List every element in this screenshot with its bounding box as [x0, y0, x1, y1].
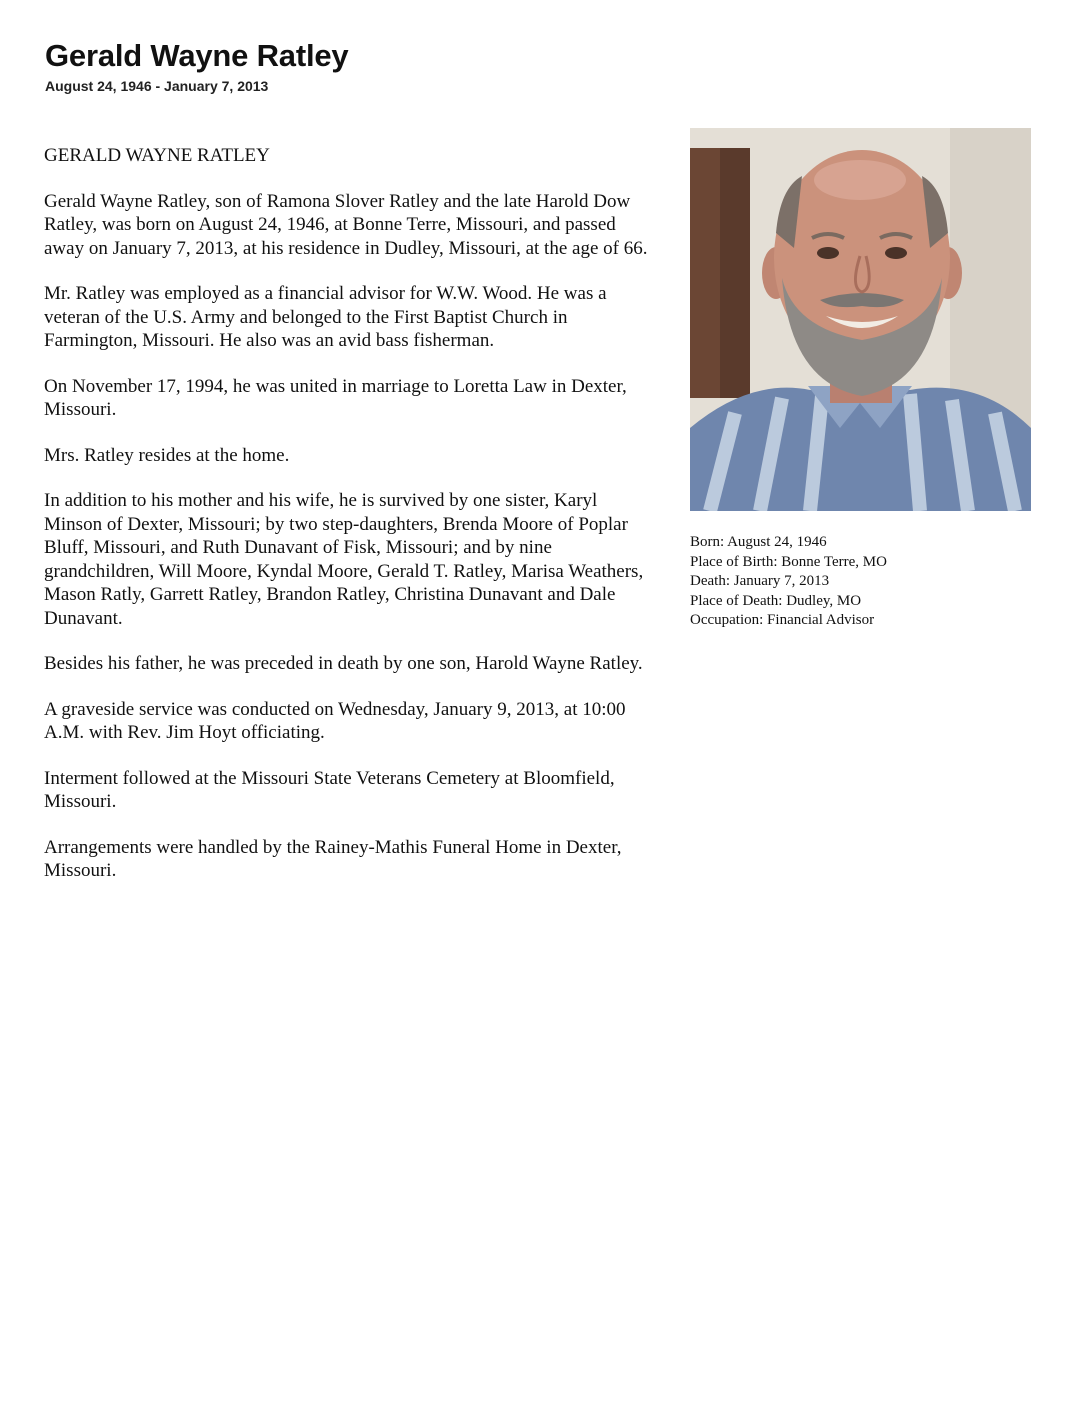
paragraph: Arrangements were handled by the Rainey-Mathis Funeral Home in Dexter, Missouri. [44, 836, 622, 881]
portrait-photo [690, 128, 1031, 511]
portrait-photo-icon [690, 128, 1031, 511]
fact-occupation: Occupation: Financial Advisor [690, 612, 875, 628]
fact-death: Death: January 7, 2013 [690, 573, 830, 589]
fact-place-of-death: Place of Death: Dudley, MO [690, 592, 862, 609]
fact-born: Born: August 24, 1946 [690, 534, 827, 550]
paragraph: Mrs. Ratley resides at the home. [44, 444, 290, 466]
paragraph: In addition to his mother and his wife, he is survived by one sister, Karyl Minson of Dexter, Missouri; by two step-daughters, Brenda Moore of Poplar Bluff, Missouri, and Ruth Dunavant of Fisk, Missouri; and by nine grandchildren, Will Moore, Kyndal Moore, Gerald T. Ratley, Marisa Weathers, Mason Ratly, Garrett Ratley, Brandon Ratley, Christina Dunavant and Dale Dunavant. [44, 490, 644, 629]
paragraph: A graveside service was conducted on Wednesday, January 9, 2013, at 10:00 A.M. with Rev. Jim Hoyt officiating. [44, 698, 626, 743]
obituary-header [45, 36, 745, 96]
page-title: Gerald Wayne Ratley [45, 38, 349, 73]
paragraph: On November 17, 1994, he was united in marriage to Loretta Law in Dexter, Missouri. [44, 375, 627, 420]
paragraph: Mr. Ratley was employed as a financial advisor for W.W. Wood. He was a veteran of the U.S. Army and belonged to the First Baptist Church in Farmington, Missouri. He also was an avid bass fisherman. [44, 283, 607, 351]
paragraph: Interment followed at the Missouri State Veterans Cemetery at Bloomfield, Missouri. [44, 767, 615, 812]
paragraph: Besides his father, he was preceded in death by one son, Harold Wayne Ratley. [44, 653, 643, 674]
life-dates: August 24, 1946 - January 7, 2013 [45, 78, 269, 94]
paragraph: Gerald Wayne Ratley, son of Ramona Slover Ratley and the late Harold Dow Ratley, was born on August 24, 1946, at Bonne Terre, Missouri, and passed away on January 7, 2013, at his residence in Dudley, Missouri, at the age of 66. [44, 190, 648, 259]
facts-panel [690, 533, 1050, 631]
obituary-text [44, 144, 654, 905]
fact-place-of-birth: Place of Birth: Bonne Terre, MO [690, 553, 887, 570]
obituary-heading: GERALD WAYNE RATLEY [44, 145, 270, 166]
